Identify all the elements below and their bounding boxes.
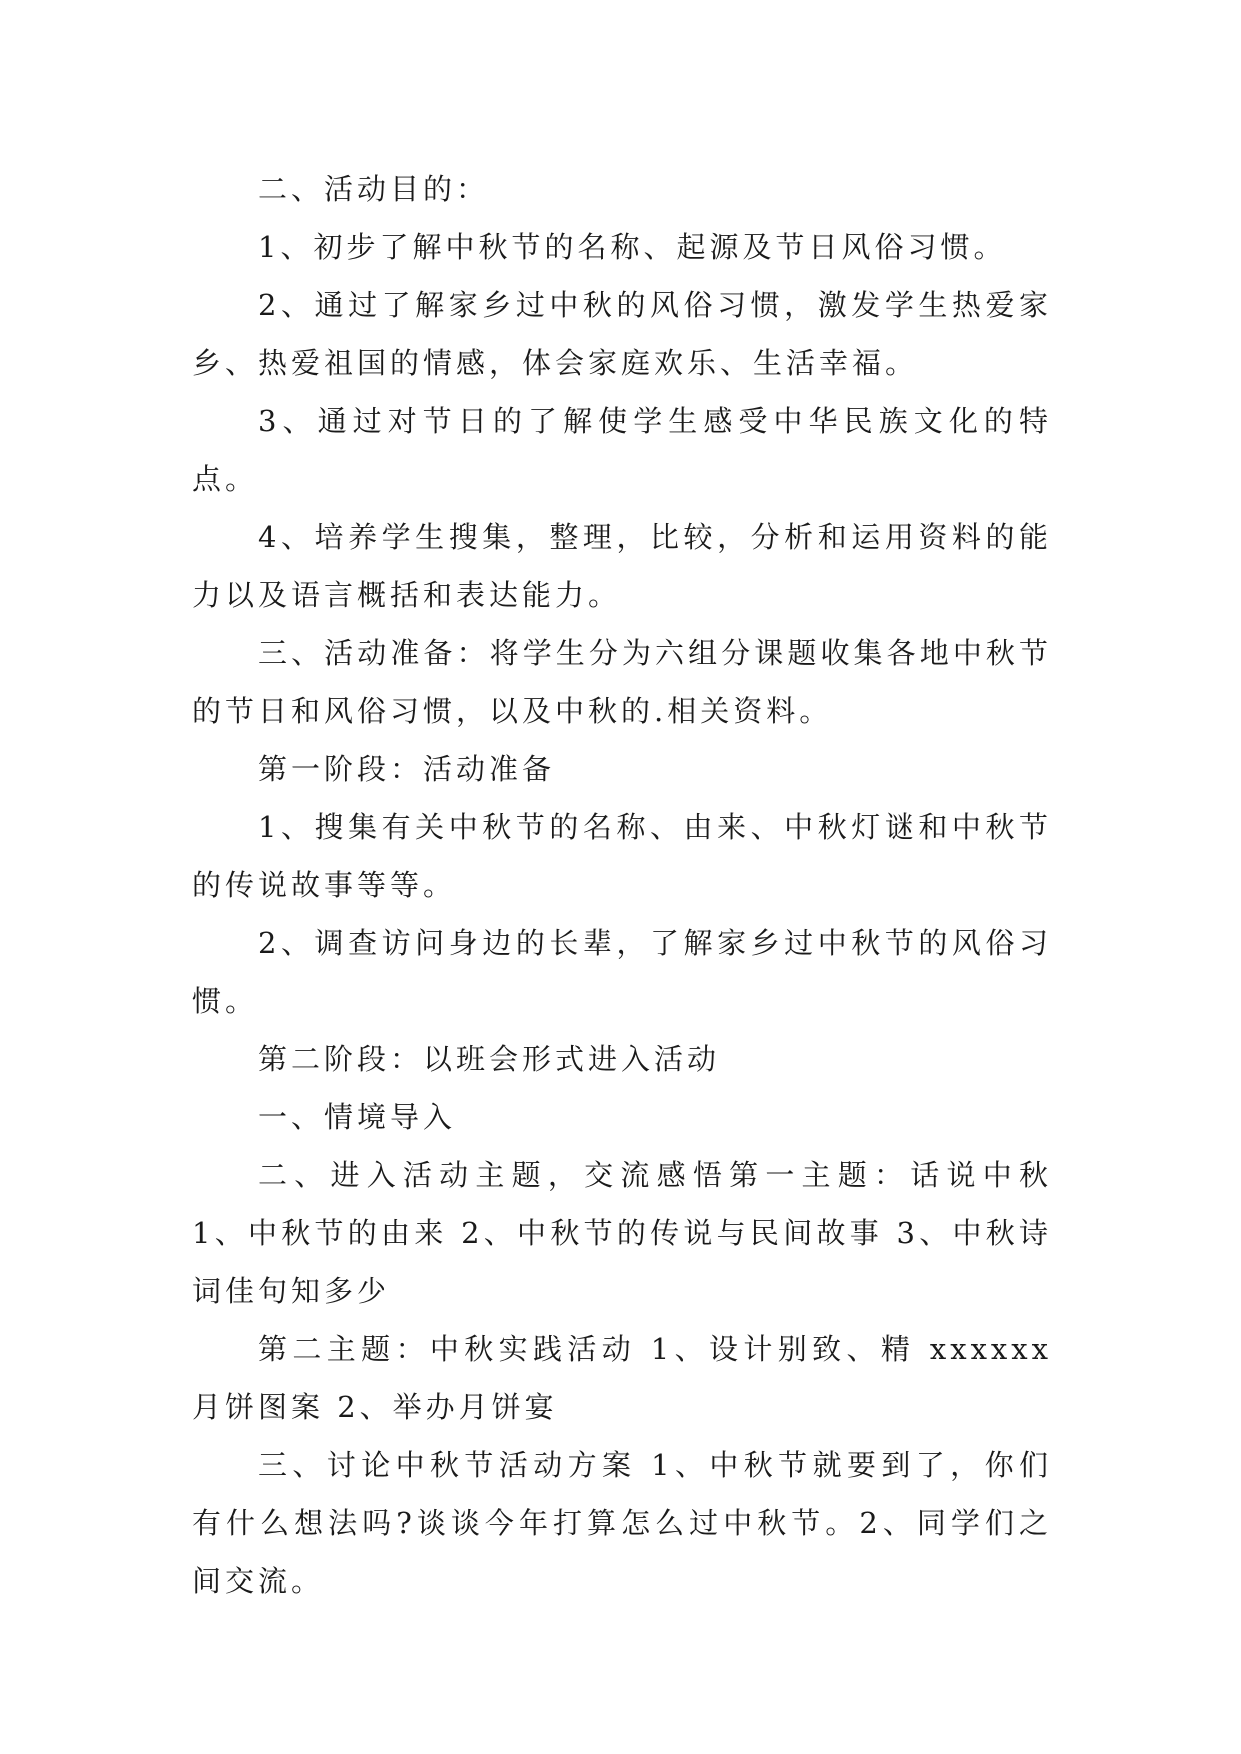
paragraph: 三、讨论中秋节活动方案 1、中秋节就要到了，你们有什么想法吗?谈谈今年打算怎么过中秋节。2、同学们之间交流。 xyxy=(192,1448,1052,1598)
paragraph: 1、初步了解中秋节的名称、起源及节日风俗习惯。 xyxy=(258,230,1007,264)
paragraph: 第一阶段：活动准备 xyxy=(258,752,556,786)
paragraph: 3、通过对节日的了解使学生感受中华民族文化的特点。 xyxy=(192,404,1052,496)
paragraph: 二、进入活动主题，交流感悟第一主题：话说中秋 1、中秋节的由来 2、中秋节的传说与民间故事 3、中秋诗词佳句知多少 xyxy=(192,1158,1052,1308)
paragraph: 4、培养学生搜集，整理，比较，分析和运用资料的能力以及语言概括和表达能力。 xyxy=(192,520,1052,612)
paragraph: 一、情境导入 xyxy=(258,1100,457,1134)
paragraph: 二、活动目的： xyxy=(258,172,490,206)
document-body xyxy=(192,160,1052,1610)
paragraph: 2、通过了解家乡过中秋的风俗习惯，激发学生热爱家乡、热爱祖国的情感，体会家庭欢乐、生活幸福。 xyxy=(192,288,1052,380)
paragraph: 第二阶段：以班会形式进入活动 xyxy=(258,1042,721,1076)
paragraph: 第二主题：中秋实践活动 1、设计别致、精 xxxxxx 月饼图案 2、举办月饼宴 xyxy=(192,1332,1052,1424)
paragraph: 1、搜集有关中秋节的名称、由来、中秋灯谜和中秋节的传说故事等等。 xyxy=(192,810,1052,902)
paragraph: 2、调查访问身边的长辈，了解家乡过中秋节的风俗习惯。 xyxy=(192,926,1052,1018)
paragraph: 三、活动准备：将学生分为六组分课题收集各地中秋节的节日和风俗习惯，以及中秋的.相关资料。 xyxy=(192,636,1052,728)
